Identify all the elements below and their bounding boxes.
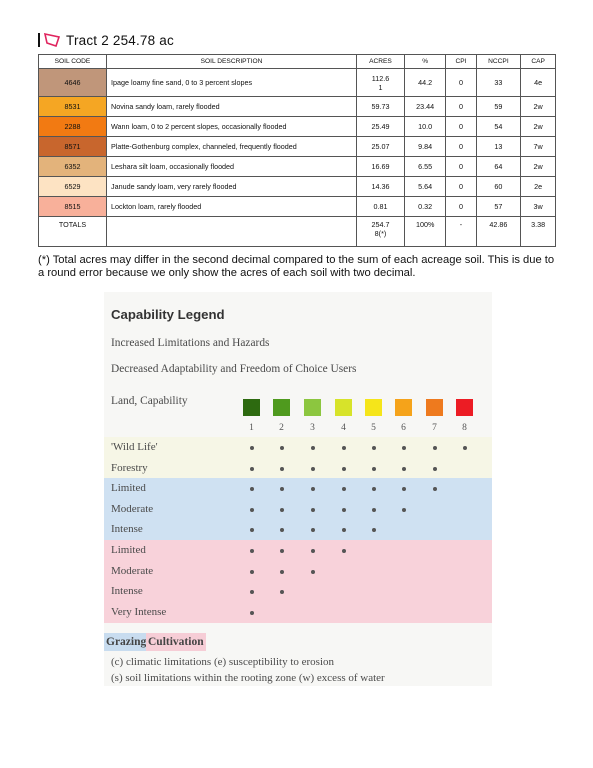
capability-class-swatch [456,399,473,416]
table-row [39,157,556,177]
capability-dot [250,528,254,532]
capability-dot [311,508,315,512]
capability-dot [372,467,376,471]
header-cpi: CPI [446,55,476,69]
nccpi-cell: 57 [476,197,521,217]
totals-acres-cell: 254.7 8(*) [357,217,405,247]
capability-dot [250,508,254,512]
capability-row [104,458,492,479]
capability-dot [280,446,284,450]
capability-dot [372,508,376,512]
percent-cell: 23.44 [404,97,445,117]
legend-note-soil: (s) soil limitations within the rooting zone (w) excess of water [111,672,385,684]
capability-row [104,602,492,623]
capability-dot [342,467,346,471]
header-nccpi: NCCPI [476,55,521,69]
cpi-cell: 0 [446,117,476,137]
capability-dot [342,508,346,512]
capability-dot [280,570,284,574]
cpi-cell: 0 [446,197,476,217]
capability-row [104,478,492,499]
totals-label-cell: TOTALS [39,217,107,247]
capability-dot [250,549,254,553]
totals-description-cell [107,217,357,247]
nccpi-cell: 59 [476,97,521,117]
capability-dot [311,549,315,553]
soil-description-cell: Ipage loamy fine sand, 0 to 3 percent slopes [107,69,357,97]
soil-code-cell: 8515 [39,197,107,217]
capability-dot [311,446,315,450]
tract-title [38,31,174,49]
acres-cell: 25.07 [357,137,405,157]
cap-cell: 2w [521,157,556,177]
capability-class-number: 5 [371,423,376,433]
acres-cell: 14.36 [357,177,405,197]
table-row [39,69,556,97]
tract-title-text: Tract 2 254.78 ac [66,32,174,48]
capability-dot [250,570,254,574]
soil-description-cell: Lockton loam, rarely flooded [107,197,357,217]
capability-dot [311,467,315,471]
percent-cell: 5.64 [404,177,445,197]
capability-class-swatch [273,399,290,416]
header-percent: % [404,55,445,69]
totals-row [39,217,556,247]
capability-row [104,540,492,561]
header-acres: ACRES [357,55,405,69]
totals-cpi-cell: - [446,217,476,247]
capability-dot [280,467,284,471]
capability-dot [463,446,467,450]
capability-class-number: 3 [310,423,315,433]
soil-table [38,54,556,247]
capability-dot [311,528,315,532]
cap-cell: 2w [521,97,556,117]
acres-cell: 16.69 [357,157,405,177]
cursor-bar-icon [38,33,40,47]
capability-class-number: 2 [279,423,284,433]
capability-dot [280,487,284,491]
acres-cell: 0.81 [357,197,405,217]
soil-description-cell: Wann loam, 0 to 2 percent slopes, occasionally flooded [107,117,357,137]
capability-row [104,499,492,520]
acres-cell: 112.6 1 [357,69,405,97]
capability-dot [250,590,254,594]
acreage-footnote: (*) Total acres may differ in the second decimal compared to the sum of each acreage soil. This is due to a round error because we only show the acres of each soil with two decimal. [38,254,555,279]
capability-dot [250,446,254,450]
table-header-row [39,55,556,69]
capability-row [104,519,492,540]
capability-class-number: 8 [462,423,467,433]
soil-code-cell: 8531 [39,97,107,117]
capability-row-label: Forestry [111,461,148,474]
totals-nccpi-cell: 42.86 [476,217,521,247]
percent-cell: 9.84 [404,137,445,157]
grazing-label: Grazing [104,633,148,651]
cap-cell: 3w [521,197,556,217]
capability-row-label: Moderate [111,564,154,577]
capability-class-number: 1 [249,423,254,433]
header-cap: CAP [521,55,556,69]
nccpi-cell: 64 [476,157,521,177]
soil-code-cell: 6529 [39,177,107,197]
capability-dot [342,528,346,532]
cpi-cell: 0 [446,137,476,157]
legend-limitations-line: Increased Limitations and Hazards [111,337,270,349]
soil-description-cell: Leshara silt loam, occasionally flooded [107,157,357,177]
capability-dot [402,467,406,471]
cap-cell: 4e [521,69,556,97]
soil-description-cell: Platte-Gothenburg complex, channeled, frequently flooded [107,137,357,157]
percent-cell: 0.32 [404,197,445,217]
capability-dot [280,549,284,553]
capability-dot [433,487,437,491]
capability-legend [104,292,492,686]
capability-row-label: Moderate [111,502,154,515]
capability-dot [342,549,346,553]
totals-cap-cell: 3.38 [521,217,556,247]
percent-cell: 10.0 [404,117,445,137]
capability-dot [250,611,254,615]
capability-row-label: Limited [111,544,146,556]
capability-class-swatch [365,399,382,416]
legend-land-capability-label: Land, Capability [111,395,188,407]
capability-row-label: Very Intense [111,605,167,618]
soil-table-body [39,69,556,247]
table-row [39,97,556,117]
soil-description-cell: Janude sandy loam, very rarely flooded [107,177,357,197]
nccpi-cell: 13 [476,137,521,157]
capability-dot [280,508,284,512]
capability-dot [402,446,406,450]
capability-dot [280,528,284,532]
capability-dot [280,590,284,594]
capability-class-swatch [304,399,321,416]
capability-dot [250,487,254,491]
legend-title: Capability Legend [111,307,225,322]
acres-cell: 59.73 [357,97,405,117]
capability-dot [372,446,376,450]
cultivation-label: Cultivation [146,633,206,651]
table-row [39,197,556,217]
capability-dot [311,487,315,491]
capability-class-number: 6 [401,423,406,433]
polygon-icon [44,33,60,47]
table-row [39,117,556,137]
capability-class-swatch [335,399,352,416]
capability-class-swatch [426,399,443,416]
cap-cell: 7w [521,137,556,157]
capability-dot [342,487,346,491]
totals-percent-cell: 100% [404,217,445,247]
soil-description-cell: Novina sandy loam, rarely flooded [107,97,357,117]
legend-note-climatic: (c) climatic limitations (e) susceptibility to erosion [111,656,335,668]
capability-row-label: Intense [111,585,143,598]
capability-dot [372,487,376,491]
capability-dot [402,508,406,512]
nccpi-cell: 54 [476,117,521,137]
capability-dot [342,446,346,450]
capability-dot [433,467,437,471]
capability-row [104,561,492,582]
capability-row [104,581,492,602]
nccpi-cell: 33 [476,69,521,97]
capability-class-swatch [395,399,412,416]
nccpi-cell: 60 [476,177,521,197]
cpi-cell: 0 [446,69,476,97]
table-row [39,137,556,157]
capability-row-label: Limited [111,482,146,495]
legend-adaptability-line: Decreased Adaptability and Freedom of Choice Users [111,363,357,375]
capability-dot [402,487,406,491]
percent-cell: 6.55 [404,157,445,177]
soil-code-cell: 4646 [39,69,107,97]
capability-dot [250,467,254,471]
capability-dot [311,570,315,574]
capability-dot [372,528,376,532]
cpi-cell: 0 [446,177,476,197]
capability-dot [433,446,437,450]
table-row [39,177,556,197]
capability-row [104,437,492,458]
soil-code-cell: 2288 [39,117,107,137]
cap-cell: 2w [521,117,556,137]
acres-cell: 25.49 [357,117,405,137]
capability-row-label: 'Wild Life' [111,441,158,453]
header-soil-description: SOIL DESCRIPTION [107,55,357,69]
soil-code-cell: 6352 [39,157,107,177]
percent-cell: 44.2 [404,69,445,97]
cpi-cell: 0 [446,157,476,177]
cap-cell: 2e [521,177,556,197]
capability-class-number: 7 [432,423,437,433]
cpi-cell: 0 [446,97,476,117]
soil-code-cell: 8571 [39,137,107,157]
capability-class-number: 4 [341,423,346,433]
header-soil-code: SOIL CODE [39,55,107,69]
capability-class-swatch [243,399,260,416]
capability-row-label: Intense [111,523,143,536]
